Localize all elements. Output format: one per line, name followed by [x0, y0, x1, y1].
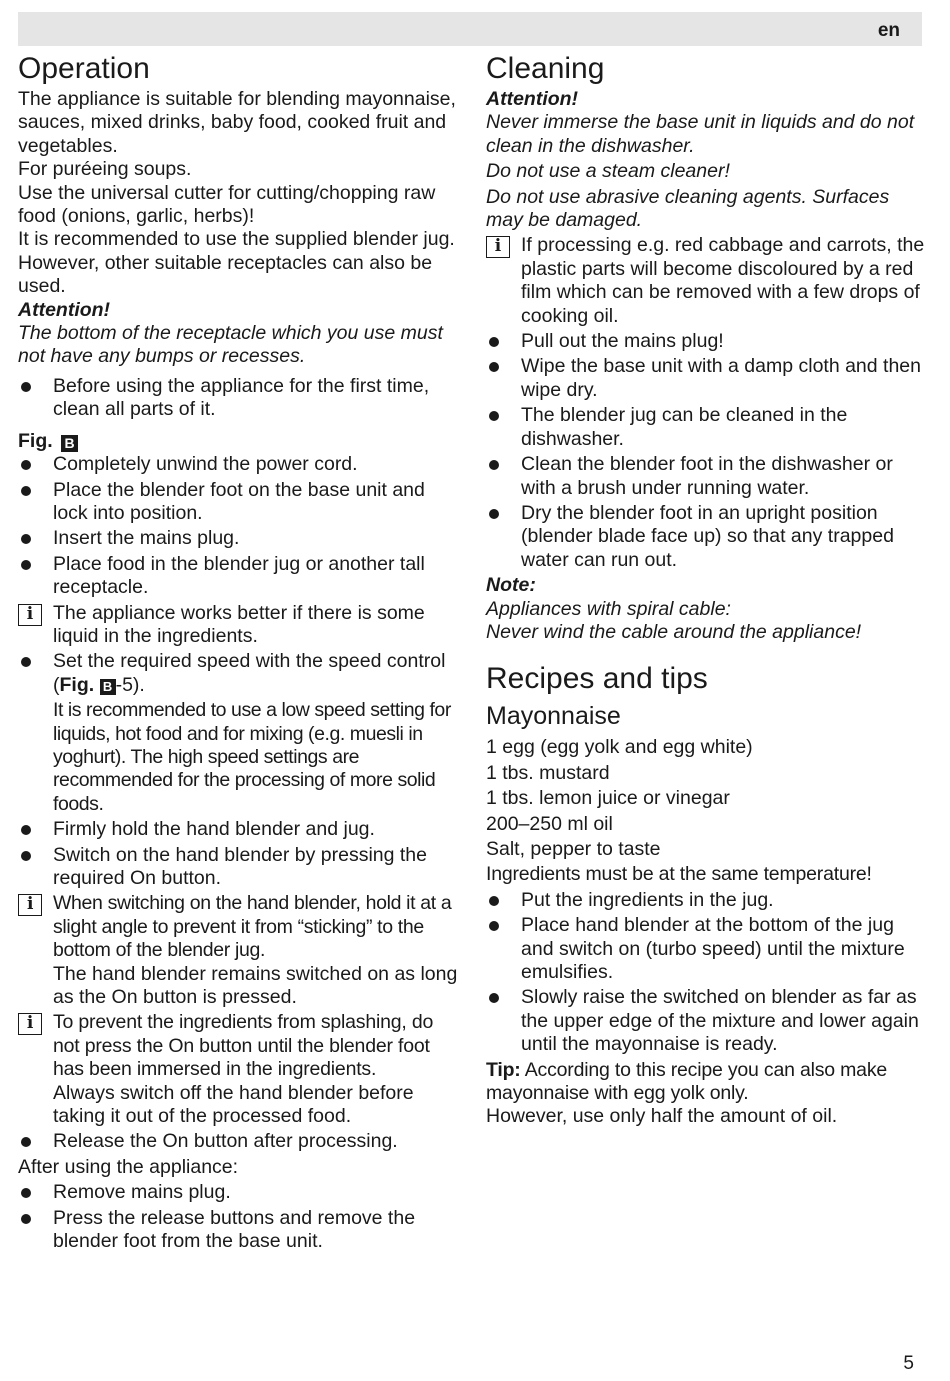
operation-intro-2: For puréeing soups.	[18, 158, 192, 181]
after-use-label: After using the appliance:	[18, 1155, 239, 1178]
step-text: Insert the mains plug.	[53, 527, 240, 550]
list-item	[18, 963, 458, 1010]
bullet-icon	[18, 453, 48, 476]
step-text: The blender jug can be cleaned in the dishwasher.	[521, 404, 848, 450]
step-text: Dry the blender foot in an upright position (blender blade face up) so that any trapped water can run out.	[521, 501, 894, 571]
bullet-icon	[486, 453, 516, 476]
ingredient-line: 200–250 ml oil	[486, 812, 613, 835]
ingredient-line: 1 egg (egg yolk and egg white)	[486, 736, 753, 759]
step-text: Completely unwind the power cord.	[53, 453, 358, 476]
list-item	[486, 404, 926, 451]
bullet-icon	[486, 986, 516, 1009]
step-text: Place food in the blender jug or another tall receptacle.	[53, 552, 425, 599]
info-icon: i	[18, 602, 48, 625]
cleaning-section	[486, 50, 926, 1129]
note-line: Never wind the cable around the appliance!	[486, 620, 862, 643]
step-text: Press the release buttons and remove the blender foot from the base unit.	[53, 1206, 416, 1253]
list-item	[486, 502, 926, 572]
step-text: Clean the blender foot in the dishwasher or with a brush under running water.	[521, 453, 893, 499]
bullet-icon	[486, 404, 516, 427]
step-text: Place the blender foot on the base unit and lock into position.	[53, 478, 425, 524]
bullet-icon	[486, 355, 516, 378]
bullet-icon	[18, 527, 48, 550]
speed-note: It is recommended to use a low speed setting for liquids, hot food and for mixing (e.g. muesli in yoghurt). The high speed settings are recommended for the processing of more solid foods.	[53, 699, 451, 815]
step-text: Release the On button after processing.	[53, 1130, 398, 1153]
info-text: If processing e.g. red cabbage and carrots, the plastic parts will become discoloured by a red film which can be removed with a few drops of cooking oil.	[521, 234, 925, 327]
cleaning-attention-label: Attention!	[486, 88, 579, 110]
operation-attention-text: The bottom of the receptacle which you use must not have any bumps or recesses.	[18, 322, 443, 368]
note-line: Appliances with spiral cable:	[486, 597, 731, 620]
bullet-icon	[486, 914, 516, 937]
info-item	[18, 892, 458, 962]
note-label: Note:	[486, 574, 536, 597]
bullet-icon	[486, 502, 516, 525]
list-item	[18, 699, 458, 816]
tip-paragraph	[486, 1059, 926, 1106]
language-bar	[18, 12, 922, 46]
ingredient-line: 1 tbs. lemon juice or vinegar	[486, 787, 730, 810]
info-text-continued: The hand blender remains switched on as long as the On button is pressed.	[53, 962, 458, 1009]
operation-section	[18, 50, 458, 1254]
operation-title: Operation	[18, 52, 150, 85]
list-item	[18, 527, 458, 550]
info-item	[18, 1011, 458, 1081]
info-item	[486, 234, 926, 328]
cleaning-title: Cleaning	[486, 52, 605, 85]
list-item	[486, 355, 926, 402]
ingredient-line: Ingredients must be at the same temperature!	[486, 863, 872, 886]
step-text: Switch on the hand blender by pressing the required On button.	[53, 843, 427, 889]
list-item	[18, 553, 458, 600]
info-text: When switching on the hand blender, hold it at a slight angle to prevent it from “sticking” to the bottom of the blender jug.	[53, 892, 452, 962]
step-text: Remove mains plug.	[53, 1181, 231, 1204]
step-text: Place hand blender at the bottom of the jug and switch on (turbo speed) until the mixture emulsifies.	[521, 914, 905, 983]
list-item	[18, 453, 458, 476]
step-text: Wipe the base unit with a damp cloth and then wipe dry.	[521, 355, 921, 401]
speed-fig-label: Fig.	[59, 673, 95, 696]
before-use-text: Before using the appliance for the first time, clean all parts of it.	[53, 374, 430, 421]
info-icon: i	[486, 234, 516, 257]
bullet-icon	[18, 375, 48, 398]
tip-label: Tip:	[486, 1058, 521, 1081]
list-item	[18, 1181, 458, 1204]
bullet-icon	[18, 818, 48, 841]
cleaning-warning: Do not use a steam cleaner!	[486, 160, 730, 183]
info-item	[18, 602, 458, 649]
ingredient-line: Salt, pepper to taste	[486, 837, 661, 860]
cleaning-warning: Never immerse the base unit in liquids and do not clean in the dishwasher.	[486, 111, 915, 157]
list-item	[18, 650, 458, 697]
list-item	[18, 479, 458, 526]
list-item	[486, 889, 926, 912]
info-text: The appliance works better if there is some liquid in the ingredients.	[53, 601, 425, 647]
tip-text: According to this recipe you can also make mayonnaise with egg yolk only.	[486, 1058, 888, 1105]
list-item	[486, 453, 926, 500]
operation-intro-3: Use the universal cutter for cutting/chopping raw food (onions, garlic, herbs)!	[18, 181, 436, 228]
list-item	[18, 375, 458, 422]
bullet-icon	[18, 479, 48, 502]
bullet-icon	[18, 1207, 48, 1230]
info-icon: i	[18, 892, 48, 915]
list-item	[18, 1082, 458, 1129]
list-item	[18, 1130, 458, 1153]
language-label: en	[877, 20, 900, 41]
operation-attention-label: Attention!	[18, 298, 111, 321]
speed-text-post: -5).	[115, 673, 145, 696]
figure-b-icon: B	[100, 679, 116, 695]
ingredient-line: 1 tbs. mustard	[486, 761, 610, 784]
step-text: Put the ingredients in the jug.	[521, 888, 774, 911]
operation-intro-4: It is recommended to use the supplied blender jug. However, other suitable receptacles can also be used.	[18, 228, 455, 298]
list-item	[486, 986, 926, 1056]
speed-text-pre: Set the required speed with the speed control (	[53, 650, 446, 696]
bullet-icon	[486, 330, 516, 353]
figure-label: Fig.	[18, 429, 53, 452]
list-item	[486, 330, 926, 353]
list-item	[18, 1207, 458, 1254]
list-item	[18, 844, 458, 891]
bullet-icon	[18, 1130, 48, 1153]
recipes-title: Recipes and tips	[486, 662, 708, 696]
figure-reference	[18, 430, 458, 453]
step-text: Slowly raise the switched on blender as far as the upper edge of the mixture and lower again until the mayonnaise is ready.	[521, 986, 919, 1056]
list-item	[18, 818, 458, 841]
page-number: 5	[903, 1353, 914, 1374]
recipes-subtitle: Mayonnaise	[486, 702, 621, 731]
operation-intro-1: The appliance is suitable for blending mayonnaise, sauces, mixed drinks, baby food, cooked fruit and vegetables.	[18, 88, 456, 157]
figure-b-icon: B	[61, 435, 78, 452]
bullet-icon	[18, 553, 48, 576]
info-text: To prevent the ingredients from splashing, do not press the On button until the blender foot has been immersed in the ingredients.	[53, 1011, 434, 1081]
tip-text-2: However, use only half the amount of oil.	[486, 1105, 838, 1128]
step-text: Pull out the mains plug!	[521, 330, 724, 353]
list-item	[486, 914, 926, 984]
info-icon: i	[18, 1011, 48, 1034]
bullet-icon	[18, 844, 48, 867]
bullet-icon	[18, 1181, 48, 1204]
info-text-continued: Always switch off the hand blender before taking it out of the processed food.	[53, 1081, 414, 1128]
cleaning-warning: Do not use abrasive cleaning agents. Surfaces may be damaged.	[486, 185, 890, 232]
step-text: Firmly hold the hand blender and jug.	[53, 818, 375, 841]
bullet-icon	[486, 889, 516, 912]
bullet-icon	[18, 650, 48, 673]
